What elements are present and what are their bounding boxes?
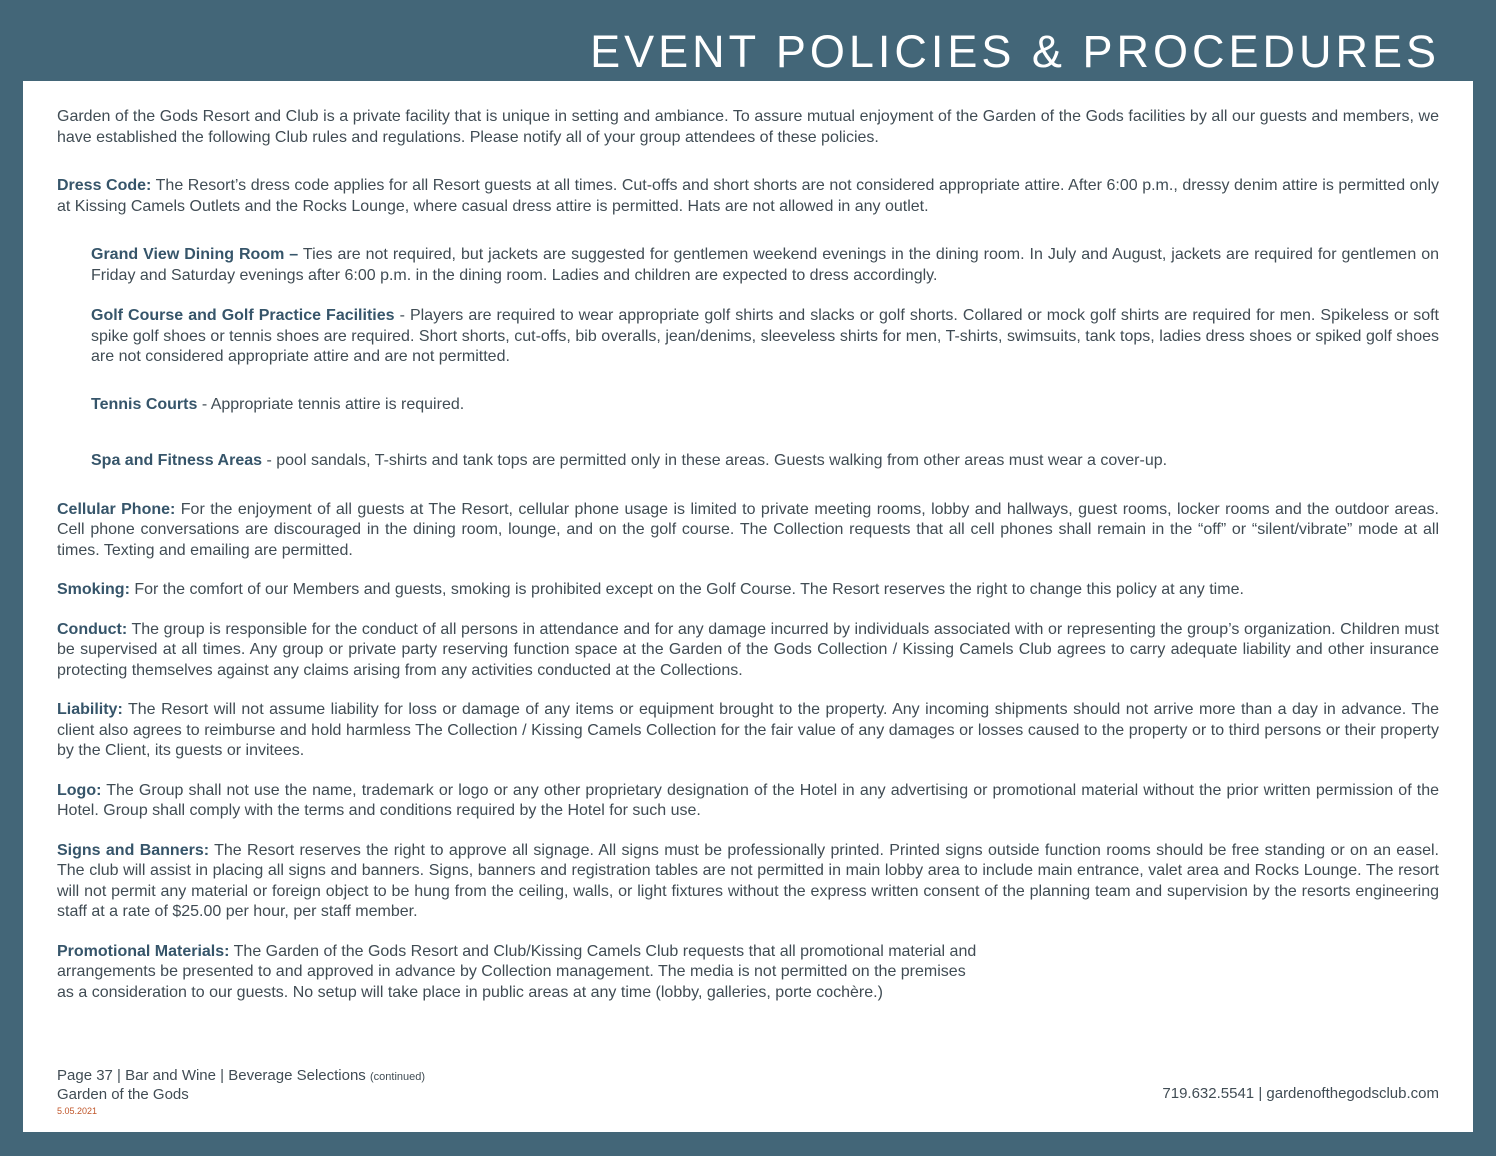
- smoking-paragraph: [57, 580, 1439, 601]
- logo-label: Logo:: [57, 781, 102, 799]
- policy-content: [57, 107, 1439, 1003]
- intro-paragraph: Garden of the Gods Resort and Club is a private facility that is unique in setting and ambiance. To assure mutual enjoyment of the Garden of the Gods facilities by all our guests and members, we have established the following Club rules and regulations. Please notify all of your group attendees of these policies.: [57, 108, 1439, 146]
- footer-page-text: Page 37 | Bar and Wine | Beverage Selections: [57, 1067, 370, 1084]
- footer-continued: (continued): [369, 1071, 426, 1083]
- promo-line-3: as a consideration to our guests. No setup will take place in public areas at any time (lobby, galleries, porte cochère.): [57, 983, 883, 1001]
- spa-text: - pool sandals, T-shirts and tank tops are permitted only in these areas. Guests walking from other areas must wear a cover-up.: [262, 452, 1168, 469]
- conduct-text: The group is responsible for the conduct of all persons in attendance and for any damage incurred by individuals associated with or representing the group’s organization. Children must be supervised at all times. Any group or private party reserving function space at the Garden of the Gods Collection / Kissing Camels Club agrees to carry adequate liability and other insurance protecting themselves against any claims arising from any activities conducted at the Collections.: [57, 620, 1439, 679]
- footer-brand: Garden of the Gods: [57, 1086, 189, 1103]
- dress-code-text: The Resort’s dress code applies for all Resort guests at all times. Cut-offs and short shorts are not considered appropriate attire. After 6:00 p.m., dressy denim attire is permitted only at Kissing Camels Outlets and the Rocks Lounge, where casual dress attire is permitted. Hats are not allowed in any outlet.: [57, 177, 1440, 215]
- logo-paragraph: [57, 781, 1439, 822]
- golf-text: - Players are required to wear appropriate golf shirts and slacks or golf shorts. Collared or mock golf shirts are required for men. Spikeless or soft spike golf shoes or tennis shoes are required. Short shorts, cut-offs, bib overalls, jean/denims, sleeveless shirts for men, T-shirts, swimsuits, tank tops, ladies dress shoes or spiked golf shoes are not considered appropriate attire and are not permitted.: [91, 307, 1440, 365]
- cellular-label: Cellular Phone:: [57, 500, 176, 518]
- footer-page-line: [57, 1067, 425, 1086]
- cellular-paragraph: [57, 500, 1439, 562]
- tennis-label: Tennis Courts: [91, 395, 198, 413]
- smoking-label: Smoking:: [57, 581, 130, 598]
- dress-code-paragraph: [57, 176, 1439, 217]
- page-title: EVENT POLICIES & PROCEDURES: [590, 26, 1440, 77]
- dining-room-label: Grand View Dining Room –: [91, 246, 299, 263]
- dress-code-label: Dress Code:: [57, 177, 152, 194]
- signs-label: Signs and Banners:: [57, 841, 210, 859]
- tennis-text: - Appropriate tennis attire is required.: [197, 395, 465, 413]
- promo-line-2: arrangements be presented to and approved in advance by Collection management. The media is not permitted on the premises: [57, 963, 966, 980]
- tennis-paragraph: [91, 395, 1439, 416]
- content-panel: [23, 81, 1473, 1132]
- dining-room-text: Ties are not required, but jackets are suggested for gentlemen weekend evenings in the dining room. In July and August, jackets are required for gentlemen on Friday and Saturday evenings after 6:00 p.m. in the dining room. Ladies and children are expected to dress accordingly.: [91, 246, 1439, 284]
- conduct-paragraph: [57, 620, 1439, 682]
- liability-text: The Resort will not assume liability for loss or damage of any items or equipment brought to the property. Any incoming shipments should not arrive more than a day in advance. The client also agrees to reimburse and hold harmless The Collection / Kissing Camels Collection for the fair value of any damages or losses caused to the property or to third persons or their property by the Client, its guests or invitees.: [57, 701, 1439, 759]
- spa-label: Spa and Fitness Areas: [91, 452, 263, 469]
- smoking-text: For the comfort of our Members and guests, smoking is prohibited except on the Golf Course. The Resort reserves the right to change this policy at any time.: [129, 581, 1244, 598]
- promo-line-1: The Garden of the Gods Resort and Club/Kissing Camels Club requests that all promotional material and: [229, 942, 977, 960]
- dining-room-paragraph: [91, 245, 1439, 286]
- footer-contact: 719.632.5541 | gardenofthegodsclub.com: [1162, 1085, 1439, 1102]
- liability-paragraph: [57, 700, 1439, 762]
- golf-label: Golf Course and Golf Practice Facilities: [91, 307, 395, 324]
- conduct-label: Conduct:: [57, 620, 128, 638]
- promo-label: Promotional Materials:: [57, 942, 230, 960]
- footer-date: 5.05.2021: [57, 1106, 98, 1116]
- promo-paragraph: [57, 942, 1439, 1004]
- spa-paragraph: [91, 451, 1439, 472]
- logo-text: The Group shall not use the name, trademark or logo or any other proprietary designation of the Hotel in any advertising or promotional material without the prior written permission of the Hotel. Group shall comply with the terms and conditions required by the Hotel for such use.: [57, 781, 1439, 819]
- golf-paragraph: [91, 306, 1439, 368]
- signs-text: The Resort reserves the right to approve all signage. All signs must be professionally printed. Printed signs outside function rooms should be free standing or on an easel. The club will assist in placing all signs and banners. Signs, banners and registration tables are not permitted in main lobby area to include main entrance, valet area and Rocks Lounge. The resort will not permit any material or foreign object to be hung from the ceiling, walls, or light fixtures without the express written consent of the planning team and supervision by the resorts engineering staff at a rate of $25.00 per hour, per staff member.: [57, 841, 1440, 920]
- cellular-text: For the enjoyment of all guests at The Resort, cellular phone usage is limited to private meeting rooms, lobby and hallways, guest rooms, locker rooms and the outdoor areas. Cell phone conversations are discouraged in the dining room, lounge, and on the golf course. The Collection requests that all cell phones shall remain in the “off” or “silent/vibrate” mode at all times. Texting and emailing are permitted.: [57, 500, 1439, 559]
- footer-left: [57, 1067, 425, 1118]
- liability-label: Liability:: [57, 701, 123, 718]
- signs-paragraph: [57, 841, 1439, 923]
